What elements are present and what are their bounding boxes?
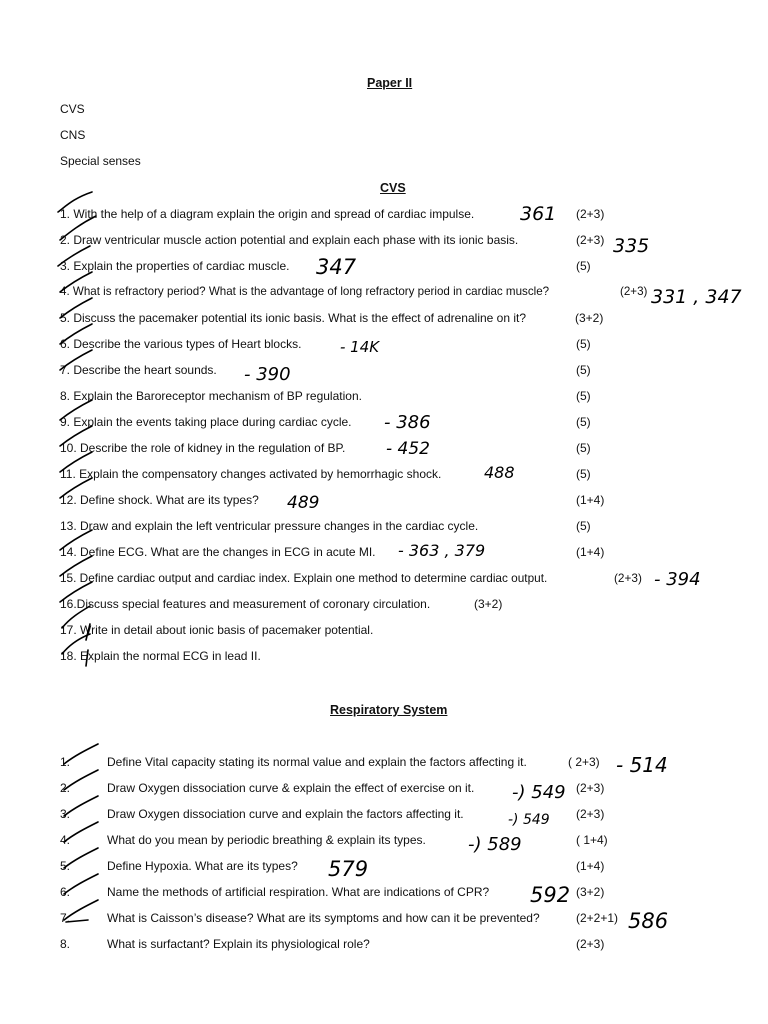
cvs-marks-3: (5) xyxy=(576,259,591,273)
resp-marks-6: (3+2) xyxy=(576,885,605,899)
resp-question-1: Define Vital capacity stating its normal value and explain the factors affecting it. xyxy=(107,755,527,769)
topic-special-senses: Special senses xyxy=(60,154,141,168)
page-ref-cvs-14: - 363 , 379 xyxy=(398,541,486,560)
cvs-question-5: 5. Discuss the pacemaker potential its ionic basis. What is the effect of adrenaline on it? xyxy=(60,311,527,325)
resp-question-6: Name the methods of artificial respiration. What are indications of CPR? xyxy=(107,885,490,899)
cvs-question-3: 3. Explain the properties of cardiac muscle. xyxy=(60,259,290,273)
cvs-question-7: 7. Describe the heart sounds. xyxy=(60,363,217,377)
cvs-question-16: 16.Discuss special features and measurement of coronary circulation. xyxy=(60,597,431,611)
cvs-marks-14: (1+4) xyxy=(576,545,605,559)
resp-num-8: 8. xyxy=(60,937,71,951)
page-ref-cvs-10: - 452 xyxy=(386,439,430,459)
page-ref-cvs-15: - 394 xyxy=(654,569,701,590)
cvs-marks-4: (2+3) xyxy=(620,285,648,298)
page-ref-cvs-3: 347 xyxy=(316,255,357,279)
resp-num-6: 6. xyxy=(60,885,71,899)
page-ref-cvs-2: 335 xyxy=(613,235,650,257)
cvs-marks-10: (5) xyxy=(576,441,591,455)
cvs-question-8: 8. Explain the Baroreceptor mechanism of BP regulation. xyxy=(60,389,362,403)
resp-question-4: What do you mean by periodic breathing & explain its types. xyxy=(107,833,426,847)
cvs-question-4: 4. What is refractory period? What is the advantage of long refractory period in cardiac muscle? xyxy=(60,285,550,298)
cvs-question-6: 6. Describe the various types of Heart blocks. xyxy=(60,337,302,351)
resp-marks-1: ( 2+3) xyxy=(568,755,600,769)
cvs-marks-6: (5) xyxy=(576,337,591,351)
page-ref-resp-5: 579 xyxy=(328,857,369,881)
cvs-question-11: 11. Explain the compensatory changes activated by hemorrhagic shock. xyxy=(60,467,442,481)
page-ref-resp-6: 592 xyxy=(530,883,571,907)
resp-num-4: 4. xyxy=(60,833,71,847)
cvs-question-1: 1. With the help of a diagram explain the origin and spread of cardiac impulse. xyxy=(60,207,475,221)
topic-cvs: CVS xyxy=(60,102,85,116)
cvs-question-14: 14. Define ECG. What are the changes in ECG in acute MI. xyxy=(60,545,376,559)
cvs-question-10: 10. Describe the role of kidney in the regulation of BP. xyxy=(60,441,346,455)
resp-num-7: 7. xyxy=(60,911,71,925)
cvs-heading: CVS xyxy=(380,181,406,195)
cvs-question-13: 13. Draw and explain the left ventricular pressure changes in the cardiac cycle. xyxy=(60,519,479,533)
page-ref-resp-1: - 514 xyxy=(616,753,668,777)
paper-title: Paper II xyxy=(367,76,413,90)
resp-num-5: 5. xyxy=(60,859,71,873)
page-ref-cvs-4: 331 , 347 xyxy=(651,286,742,308)
resp-marks-4: ( 1+4) xyxy=(576,833,608,847)
cvs-question-2: 2. Draw ventricular muscle action potential and explain each phase with its ionic basis. xyxy=(60,233,519,247)
cvs-marks-7: (5) xyxy=(576,363,591,377)
page-ref-cvs-9: - 386 xyxy=(384,412,431,433)
cvs-marks-8: (5) xyxy=(576,389,591,403)
resp-marks-5: (1+4) xyxy=(576,859,605,873)
page-ref-resp-4: -) 589 xyxy=(468,834,522,855)
respiratory-heading: Respiratory System xyxy=(330,703,448,717)
resp-marks-8: (2+3) xyxy=(576,937,605,951)
resp-num-3: 3. xyxy=(60,807,71,821)
resp-marks-2: (2+3) xyxy=(576,781,605,795)
resp-num-2: 2. xyxy=(60,781,71,795)
cvs-marks-16: (3+2) xyxy=(474,597,503,611)
cvs-question-9: 9. Explain the events taking place during cardiac cycle. xyxy=(60,415,352,429)
resp-num-1: 1. xyxy=(60,755,71,769)
page-ref-cvs-12: 489 xyxy=(287,493,320,513)
cvs-question-18: 18. Explain the normal ECG in lead II. xyxy=(60,649,261,663)
cvs-marks-1: (2+3) xyxy=(576,207,605,221)
cvs-question-12: 12. Define shock. What are its types? xyxy=(60,493,259,507)
cvs-marks-9: (5) xyxy=(576,415,591,429)
resp-question-2: Draw Oxygen dissociation curve & explain the effect of exercise on it. xyxy=(107,781,475,795)
cvs-question-17: 17. Write in detail about ionic basis of pacemaker potential. xyxy=(60,623,374,637)
resp-marks-7: (2+2+1) xyxy=(576,911,619,925)
cvs-marks-11: (5) xyxy=(576,467,591,481)
cvs-question-15: 15. Define cardiac output and cardiac index. Explain one method to determine cardiac output. xyxy=(60,571,548,585)
cvs-marks-2: (2+3) xyxy=(576,233,605,247)
page-ref-resp-3: -) 549 xyxy=(508,812,550,828)
resp-marks-3: (2+3) xyxy=(576,807,605,821)
cvs-marks-5: (3+2) xyxy=(575,311,604,325)
page-ref-resp-7: 586 xyxy=(628,909,669,933)
page-ref-cvs-1: 361 xyxy=(520,203,557,225)
resp-question-7: What is Caisson’s disease? What are its symptoms and how can it be prevented? xyxy=(107,911,540,925)
page-ref-cvs-7: - 390 xyxy=(244,364,291,385)
page-ref-cvs-6: - 14K xyxy=(340,338,380,356)
topic-cns: CNS xyxy=(60,128,86,142)
resp-question-8: What is surfactant? Explain its physiological role? xyxy=(107,937,370,951)
resp-question-5: Define Hypoxia. What are its types? xyxy=(107,859,298,873)
cvs-marks-15: (2+3) xyxy=(614,571,642,585)
resp-question-3: Draw Oxygen dissociation curve and explain the factors affecting it. xyxy=(107,807,464,821)
page-ref-resp-2: -) 549 xyxy=(512,782,566,803)
cvs-marks-12: (1+4) xyxy=(576,493,605,507)
cvs-marks-13: (5) xyxy=(576,519,591,533)
page-ref-cvs-11: 488 xyxy=(484,463,515,482)
